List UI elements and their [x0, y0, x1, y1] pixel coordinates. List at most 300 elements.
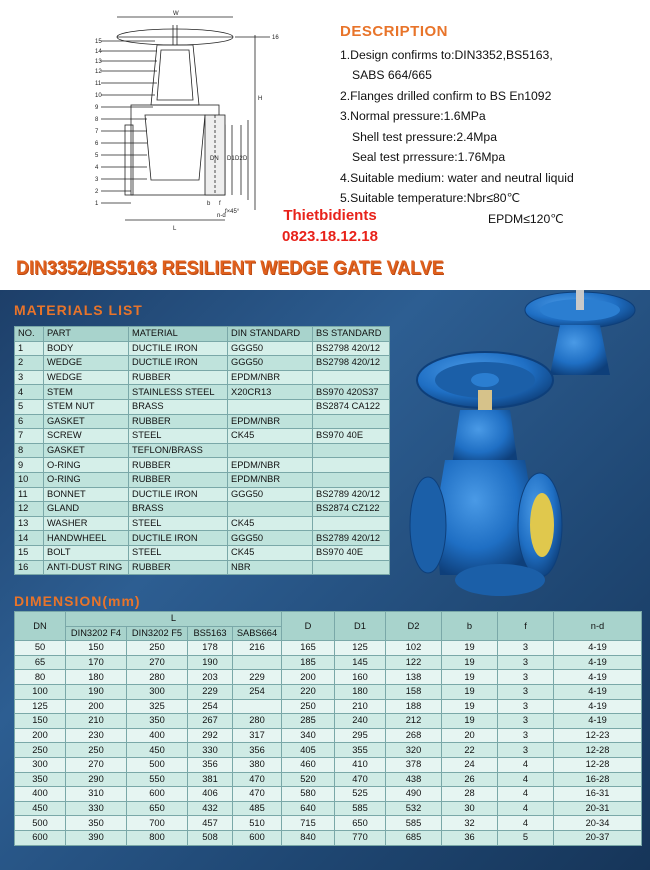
table-cell: 470 [233, 787, 282, 802]
table-cell: BONNET [44, 487, 129, 502]
table-cell: STEM [44, 385, 129, 400]
table-cell: EPDM/NBR [228, 414, 313, 429]
table-cell: 4-19 [554, 641, 642, 656]
table-cell: 250 [282, 699, 335, 714]
table-cell: DUCTILE IRON [129, 487, 228, 502]
table-cell: 3 [498, 641, 554, 656]
table-cell: 9 [15, 458, 44, 473]
table-row [15, 757, 642, 772]
table-cell: 270 [127, 655, 188, 670]
description-line: 3.Normal pressure:1.6MPa [340, 109, 486, 123]
table-cell: 300 [127, 684, 188, 699]
table-cell: 229 [233, 670, 282, 685]
table-row [15, 356, 390, 371]
table-row [15, 787, 642, 802]
table-cell: 350 [15, 772, 66, 787]
table-cell: RUBBER [129, 370, 228, 385]
dim-label-h: H [258, 96, 263, 102]
table-cell: 380 [233, 757, 282, 772]
table-row [15, 545, 390, 560]
table-cell: 229 [188, 684, 233, 699]
table-cell: 3 [498, 699, 554, 714]
table-cell: CK45 [228, 429, 313, 444]
column-header: MATERIAL [129, 327, 228, 342]
table-cell: 356 [188, 757, 233, 772]
table-cell: 178 [188, 641, 233, 656]
table-cell: 190 [66, 684, 127, 699]
table-cell: 330 [188, 743, 233, 758]
table-cell: 16-31 [554, 787, 642, 802]
table-cell: 254 [233, 684, 282, 699]
table-cell: DUCTILE IRON [129, 531, 228, 546]
part-number: 8 [95, 117, 99, 123]
part-number: 15 [95, 39, 102, 45]
part-number: 5 [95, 153, 99, 159]
table-cell: 410 [335, 757, 386, 772]
table-cell: 508 [188, 830, 233, 845]
description-line: SABS 664/665 [352, 68, 432, 82]
table-cell: 200 [66, 699, 127, 714]
table-cell: 685 [386, 830, 442, 845]
column-subheader: SABS664 [233, 626, 282, 641]
table-cell: 150 [15, 714, 66, 729]
table-cell [313, 370, 390, 385]
table-cell: 3 [498, 728, 554, 743]
table-row [15, 531, 390, 546]
table-cell: O-RING [44, 458, 129, 473]
part-number: 12 [95, 69, 102, 75]
table-cell: 138 [386, 670, 442, 685]
table-row [15, 670, 642, 685]
table-cell: 125 [15, 699, 66, 714]
table-cell [313, 443, 390, 458]
dim-label-nd: n-d [217, 213, 226, 219]
table-row [15, 728, 642, 743]
table-cell: 19 [442, 655, 498, 670]
table-cell: 3 [498, 714, 554, 729]
table-cell: 12-23 [554, 728, 642, 743]
table-header-row [15, 612, 642, 627]
table-row [15, 714, 642, 729]
table-cell: 22 [442, 743, 498, 758]
part-number: 10 [95, 93, 102, 99]
table-cell: STEEL [129, 516, 228, 531]
part-number: 11 [95, 81, 102, 87]
table-cell: 20-37 [554, 830, 642, 845]
table-cell: 4 [15, 385, 44, 400]
table-cell: GASKET [44, 414, 129, 429]
table-cell: GGG50 [228, 341, 313, 356]
table-cell: 550 [127, 772, 188, 787]
description-line: 5.Suitable temperature:Nbr≤80℃ [340, 191, 521, 205]
table-row [15, 414, 390, 429]
dim-label-d: D [243, 156, 248, 162]
table-cell: 470 [233, 772, 282, 787]
part-number: 4 [95, 165, 99, 171]
table-cell: RUBBER [129, 458, 228, 473]
dim-label-l: L [173, 226, 177, 232]
table-cell: 585 [335, 801, 386, 816]
table-cell: 12 [15, 502, 44, 517]
column-header: D1 [335, 612, 386, 641]
table-cell: 600 [233, 830, 282, 845]
table-cell: GLAND [44, 502, 129, 517]
table-cell: 15 [15, 545, 44, 560]
part-number: 13 [95, 59, 102, 65]
table-cell: 12-28 [554, 757, 642, 772]
table-cell: BS2874 CA122 [313, 399, 390, 414]
table-cell: EPDM/NBR [228, 370, 313, 385]
table-cell: 230 [66, 728, 127, 743]
table-cell: HANDWHEEL [44, 531, 129, 546]
table-cell: 450 [127, 743, 188, 758]
table-row [15, 370, 390, 385]
table-cell: 267 [188, 714, 233, 729]
shop-watermark [265, 205, 395, 247]
table-cell: 8 [15, 443, 44, 458]
specifications-panel [0, 290, 650, 870]
dim-label-d1: D1 [227, 156, 235, 162]
table-cell: WEDGE [44, 370, 129, 385]
table-cell: 4 [498, 772, 554, 787]
valve-product-photo [400, 290, 650, 610]
table-cell: 4 [498, 787, 554, 802]
table-cell: 432 [188, 801, 233, 816]
table-cell: 600 [15, 830, 66, 845]
column-subheader: DIN3202 F4 [66, 626, 127, 641]
table-cell: BS970 420S37 [313, 385, 390, 400]
column-header: f [498, 612, 554, 641]
table-cell: 145 [335, 655, 386, 670]
table-cell: 203 [188, 670, 233, 685]
table-cell: 212 [386, 714, 442, 729]
table-cell: 20-34 [554, 816, 642, 831]
valve-technical-drawing [95, 5, 320, 235]
table-cell: BS2789 420/12 [313, 487, 390, 502]
table-cell: RUBBER [129, 414, 228, 429]
table-row [15, 816, 642, 831]
table-cell: 340 [282, 728, 335, 743]
table-cell: STEEL [129, 429, 228, 444]
table-row [15, 699, 642, 714]
dim-label-b: b [207, 201, 211, 207]
table-cell: 4-19 [554, 699, 642, 714]
table-cell: GGG50 [228, 356, 313, 371]
table-cell: TEFLON/BRASS [129, 443, 228, 458]
table-cell: GGG50 [228, 487, 313, 502]
table-cell: 3 [15, 370, 44, 385]
table-cell: BRASS [129, 502, 228, 517]
table-row [15, 443, 390, 458]
part-number: 7 [95, 129, 99, 135]
description-line: 4.Suitable medium: water and neutral liquid [340, 170, 574, 185]
part-number: 2 [95, 189, 99, 195]
dimension-table [14, 611, 642, 846]
table-cell: DUCTILE IRON [129, 356, 228, 371]
table-cell [228, 399, 313, 414]
table-cell: 28 [442, 787, 498, 802]
table-cell: 356 [233, 743, 282, 758]
table-cell: BRASS [129, 399, 228, 414]
table-cell: 700 [127, 816, 188, 831]
table-row [15, 487, 390, 502]
column-header: b [442, 612, 498, 641]
table-cell: BOLT [44, 545, 129, 560]
table-row [15, 399, 390, 414]
dimension-title: DIMENSION(mm) [14, 593, 141, 609]
table-cell: 210 [66, 714, 127, 729]
table-cell: 285 [282, 714, 335, 729]
table-cell: STAINLESS STEEL [129, 385, 228, 400]
table-row [15, 341, 390, 356]
table-cell: 150 [66, 641, 127, 656]
table-cell: 32 [442, 816, 498, 831]
table-cell: 280 [127, 670, 188, 685]
table-cell [313, 472, 390, 487]
table-cell [228, 443, 313, 458]
table-cell: CK45 [228, 516, 313, 531]
table-cell: 16-28 [554, 772, 642, 787]
table-cell: 122 [386, 655, 442, 670]
table-cell: 20 [442, 728, 498, 743]
table-cell: 2 [15, 356, 44, 371]
description-line: Seal test prressure:1.76Mpa [352, 150, 506, 164]
table-cell: NBR [228, 560, 313, 575]
table-cell: 100 [15, 684, 66, 699]
description-line: EPDM≤120℃ [488, 211, 564, 226]
table-cell: 1 [15, 341, 44, 356]
part-number: 9 [95, 105, 99, 111]
table-cell: 13 [15, 516, 44, 531]
table-cell: 11 [15, 487, 44, 502]
table-cell: 525 [335, 787, 386, 802]
table-row [15, 743, 642, 758]
table-cell: 650 [127, 801, 188, 816]
table-cell: ANTI-DUST RING [44, 560, 129, 575]
column-header: n-d [554, 612, 642, 641]
table-cell [228, 502, 313, 517]
table-cell: 36 [442, 830, 498, 845]
table-cell: 24 [442, 757, 498, 772]
table-cell: 457 [188, 816, 233, 831]
description-line: 2.Flanges drilled confirm to BS En1092 [340, 88, 552, 103]
table-cell: 3 [498, 655, 554, 670]
table-cell: 470 [335, 772, 386, 787]
table-cell: 325 [127, 699, 188, 714]
table-row [15, 772, 642, 787]
table-cell: STEEL [129, 545, 228, 560]
table-cell: 310 [66, 787, 127, 802]
table-cell: 715 [282, 816, 335, 831]
table-cell: 355 [335, 743, 386, 758]
column-header: D [282, 612, 335, 641]
table-cell: SCREW [44, 429, 129, 444]
table-cell: 4-19 [554, 655, 642, 670]
table-cell: 460 [282, 757, 335, 772]
table-cell: 300 [15, 757, 66, 772]
table-cell: 180 [335, 684, 386, 699]
table-cell: 10 [15, 472, 44, 487]
table-cell: 26 [442, 772, 498, 787]
table-cell: 65 [15, 655, 66, 670]
table-row [15, 830, 642, 845]
table-cell: 158 [386, 684, 442, 699]
column-header: DN [15, 612, 66, 641]
table-cell: 4 [498, 757, 554, 772]
table-cell: 292 [188, 728, 233, 743]
dim-label-f: f [219, 201, 221, 207]
table-cell: EPDM/NBR [228, 472, 313, 487]
table-row [15, 516, 390, 531]
description-line: 1.Design confirms to:DIN3352,BS5163, [340, 47, 553, 62]
description-area [0, 0, 650, 290]
table-cell: 4-19 [554, 684, 642, 699]
table-cell: 485 [233, 801, 282, 816]
table-cell: 210 [335, 699, 386, 714]
table-cell: 450 [15, 801, 66, 816]
table-row [15, 502, 390, 517]
shop-name: Thietbidients [283, 207, 377, 224]
table-cell: 400 [127, 728, 188, 743]
column-header: DIN STANDARD [228, 327, 313, 342]
table-cell: 102 [386, 641, 442, 656]
table-row [15, 385, 390, 400]
table-cell: 390 [66, 830, 127, 845]
table-cell: CK45 [228, 545, 313, 560]
table-cell: BS2789 420/12 [313, 531, 390, 546]
table-cell: 800 [127, 830, 188, 845]
table-cell: 16 [15, 560, 44, 575]
table-cell: EPDM/NBR [228, 458, 313, 473]
table-cell: 268 [386, 728, 442, 743]
table-cell: 580 [282, 787, 335, 802]
dim-label-dn: DN [210, 156, 219, 162]
table-cell: 4 [498, 801, 554, 816]
table-cell: 520 [282, 772, 335, 787]
table-cell: 50 [15, 641, 66, 656]
table-cell: BS970 40E [313, 429, 390, 444]
table-cell: 270 [66, 757, 127, 772]
part-number: 3 [95, 177, 99, 183]
column-header: L [66, 612, 282, 627]
table-cell: 381 [188, 772, 233, 787]
table-cell: X20CR13 [228, 385, 313, 400]
table-cell: 7 [15, 429, 44, 444]
table-cell: BS2798 420/12 [313, 356, 390, 371]
description-block [340, 22, 645, 229]
table-cell: 80 [15, 670, 66, 685]
table-cell: 290 [66, 772, 127, 787]
table-cell: 19 [442, 641, 498, 656]
table-cell: 216 [233, 641, 282, 656]
table-cell: BS2798 420/12 [313, 341, 390, 356]
table-cell: 4-19 [554, 670, 642, 685]
table-cell: 650 [335, 816, 386, 831]
table-row [15, 458, 390, 473]
table-cell: 405 [282, 743, 335, 758]
table-cell: 19 [442, 714, 498, 729]
table-cell: 254 [188, 699, 233, 714]
column-subheader: DIN3202 F5 [127, 626, 188, 641]
table-cell: 250 [15, 743, 66, 758]
table-cell [313, 414, 390, 429]
table-cell: STEM NUT [44, 399, 129, 414]
table-cell: 160 [335, 670, 386, 685]
dim-label-d2: D2 [235, 156, 243, 162]
dim-label-w: W [173, 11, 179, 17]
table-cell: 840 [282, 830, 335, 845]
table-cell: GASKET [44, 443, 129, 458]
table-cell [313, 516, 390, 531]
table-cell: 5 [15, 399, 44, 414]
part-number: 6 [95, 141, 99, 147]
table-cell: 170 [66, 655, 127, 670]
table-cell: 330 [66, 801, 127, 816]
table-row [15, 801, 642, 816]
table-cell: 490 [386, 787, 442, 802]
table-cell: 770 [335, 830, 386, 845]
table-cell: 165 [282, 641, 335, 656]
column-subheader: BS5163 [188, 626, 233, 641]
table-cell: 3 [498, 743, 554, 758]
table-cell [313, 458, 390, 473]
table-cell: 6 [15, 414, 44, 429]
table-cell: 3 [498, 670, 554, 685]
table-cell: 640 [282, 801, 335, 816]
table-cell: 585 [386, 816, 442, 831]
table-cell: 400 [15, 787, 66, 802]
table-cell: 180 [66, 670, 127, 685]
table-cell: 317 [233, 728, 282, 743]
table-cell: WEDGE [44, 356, 129, 371]
table-cell: 532 [386, 801, 442, 816]
table-cell: 250 [127, 641, 188, 656]
table-cell: WASHER [44, 516, 129, 531]
table-cell: 500 [15, 816, 66, 831]
table-cell: 12-28 [554, 743, 642, 758]
table-cell [233, 655, 282, 670]
table-cell: 500 [127, 757, 188, 772]
table-cell: 200 [282, 670, 335, 685]
table-cell: RUBBER [129, 560, 228, 575]
table-cell [233, 699, 282, 714]
table-cell: 190 [188, 655, 233, 670]
table-cell: 350 [127, 714, 188, 729]
table-cell: 125 [335, 641, 386, 656]
table-row [15, 641, 642, 656]
part-number: 16 [272, 35, 279, 41]
table-cell: 4-19 [554, 714, 642, 729]
column-header: BS STANDARD [313, 327, 390, 342]
column-header: D2 [386, 612, 442, 641]
table-cell: 438 [386, 772, 442, 787]
table-cell: 200 [15, 728, 66, 743]
description-line: Shell test pressure:2.4Mpa [352, 129, 497, 144]
table-cell: 19 [442, 670, 498, 685]
table-cell: BODY [44, 341, 129, 356]
table-cell: 320 [386, 743, 442, 758]
table-cell: RUBBER [129, 472, 228, 487]
table-row [15, 684, 642, 699]
table-cell: 280 [233, 714, 282, 729]
table-cell: 185 [282, 655, 335, 670]
table-cell: O-RING [44, 472, 129, 487]
materials-table [14, 326, 390, 575]
table-cell: 600 [127, 787, 188, 802]
table-row [15, 655, 642, 670]
table-cell: 14 [15, 531, 44, 546]
table-row [15, 429, 390, 444]
